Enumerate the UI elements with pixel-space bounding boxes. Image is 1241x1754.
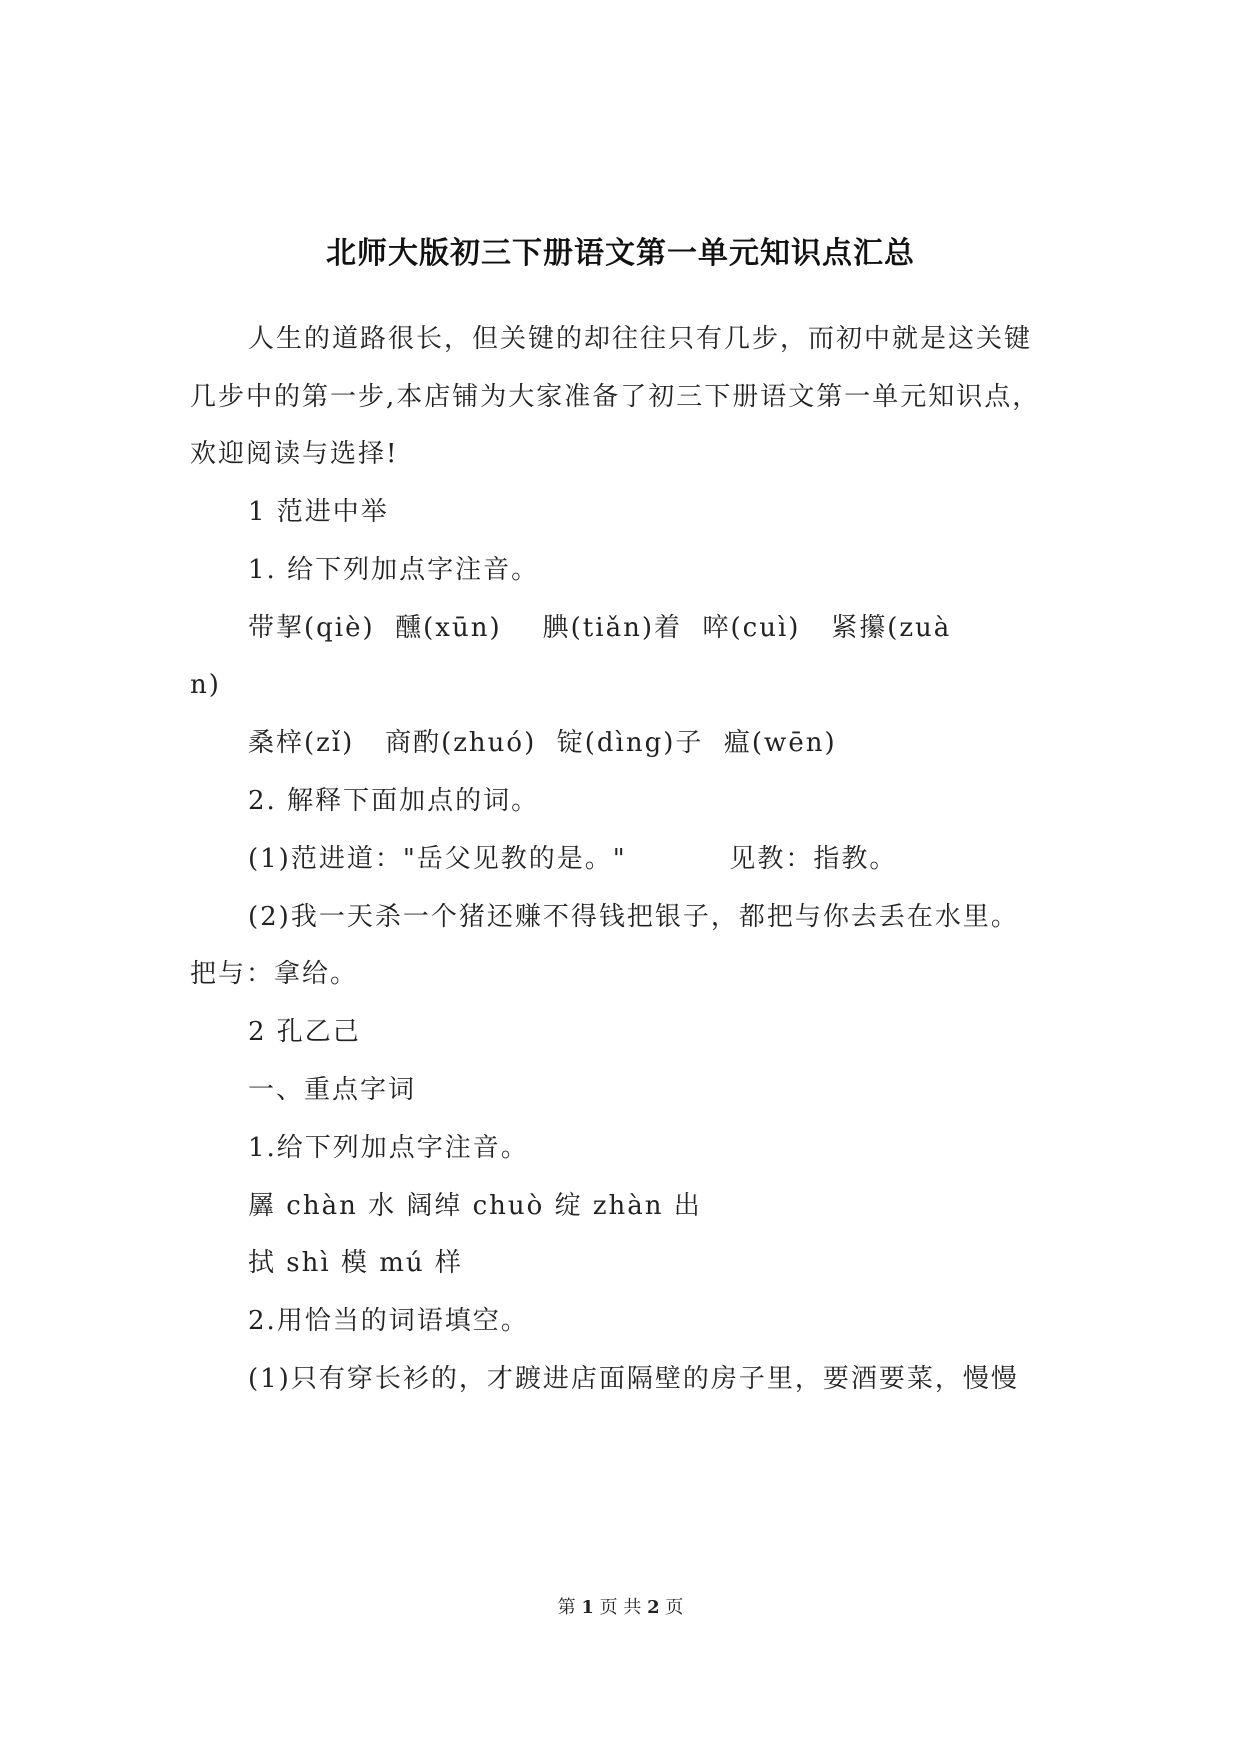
intro-line-3: 欢迎阅读与选择!	[190, 439, 399, 469]
lesson1-item-2-wrap: 把与：拿给。	[190, 959, 359, 989]
footer-suffix: 页	[665, 1597, 684, 1618]
lesson1-question-2: 2. 解释下面加点的词。	[248, 786, 540, 816]
lesson2-item-1: (1)只有穿长衫的，才踱进店面隔壁的房子里，要酒要菜，慢慢	[248, 1364, 1019, 1394]
lesson2-question-1: 1.给下列加点字注音。	[248, 1133, 529, 1163]
footer-total-pages: 2	[647, 1597, 660, 1618]
lesson2-section-heading: 一、重点字词	[248, 1075, 417, 1105]
lesson2-heading: 2 孔乙己	[248, 1017, 361, 1047]
lesson1-item-2: (2)我一天杀一个猪还赚不得钱把银子，都把与你去丢在水里。	[248, 902, 1019, 932]
footer-middle: 页 共	[599, 1597, 642, 1618]
lesson1-pinyin-row-1-wrap: n)	[190, 670, 221, 700]
intro-line-1: 人生的道路很长，但关键的却往往只有几步，而初中就是这关键	[248, 324, 1033, 354]
page-footer	[0, 1593, 1241, 1619]
footer-page-number: 1	[581, 1597, 594, 1618]
lesson2-pinyin-row-1: 羼 chàn 水 阔绰 chuò 绽 zhàn 出	[248, 1191, 702, 1221]
lesson1-heading: 1 范进中举	[248, 497, 389, 527]
document-title: 北师大版初三下册语文第一单元知识点汇总	[326, 236, 915, 271]
lesson2-question-2: 2.用恰当的词语填空。	[248, 1306, 529, 1336]
lesson1-pinyin-row-2: 桑梓(zǐ) 商酌(zhuó) 锭(dìng)子 瘟(wēn)	[248, 728, 837, 758]
lesson1-question-1: 1. 给下列加点字注音。	[248, 555, 540, 585]
lesson1-pinyin-row-1: 带挈(qiè) 醺(xūn) 腆(tiǎn)着 啐(cuì) 紧攥(zuà	[248, 613, 952, 643]
intro-line-2: 几步中的第一步,本店铺为大家准备了初三下册语文第一单元知识点，	[190, 382, 1041, 412]
lesson2-pinyin-row-2: 拭 shì 模 mú 样	[248, 1248, 463, 1278]
footer-prefix: 第	[557, 1597, 576, 1618]
lesson1-item-1: (1)范进道："岳父见教的是。" 见教：指教。	[248, 844, 898, 874]
